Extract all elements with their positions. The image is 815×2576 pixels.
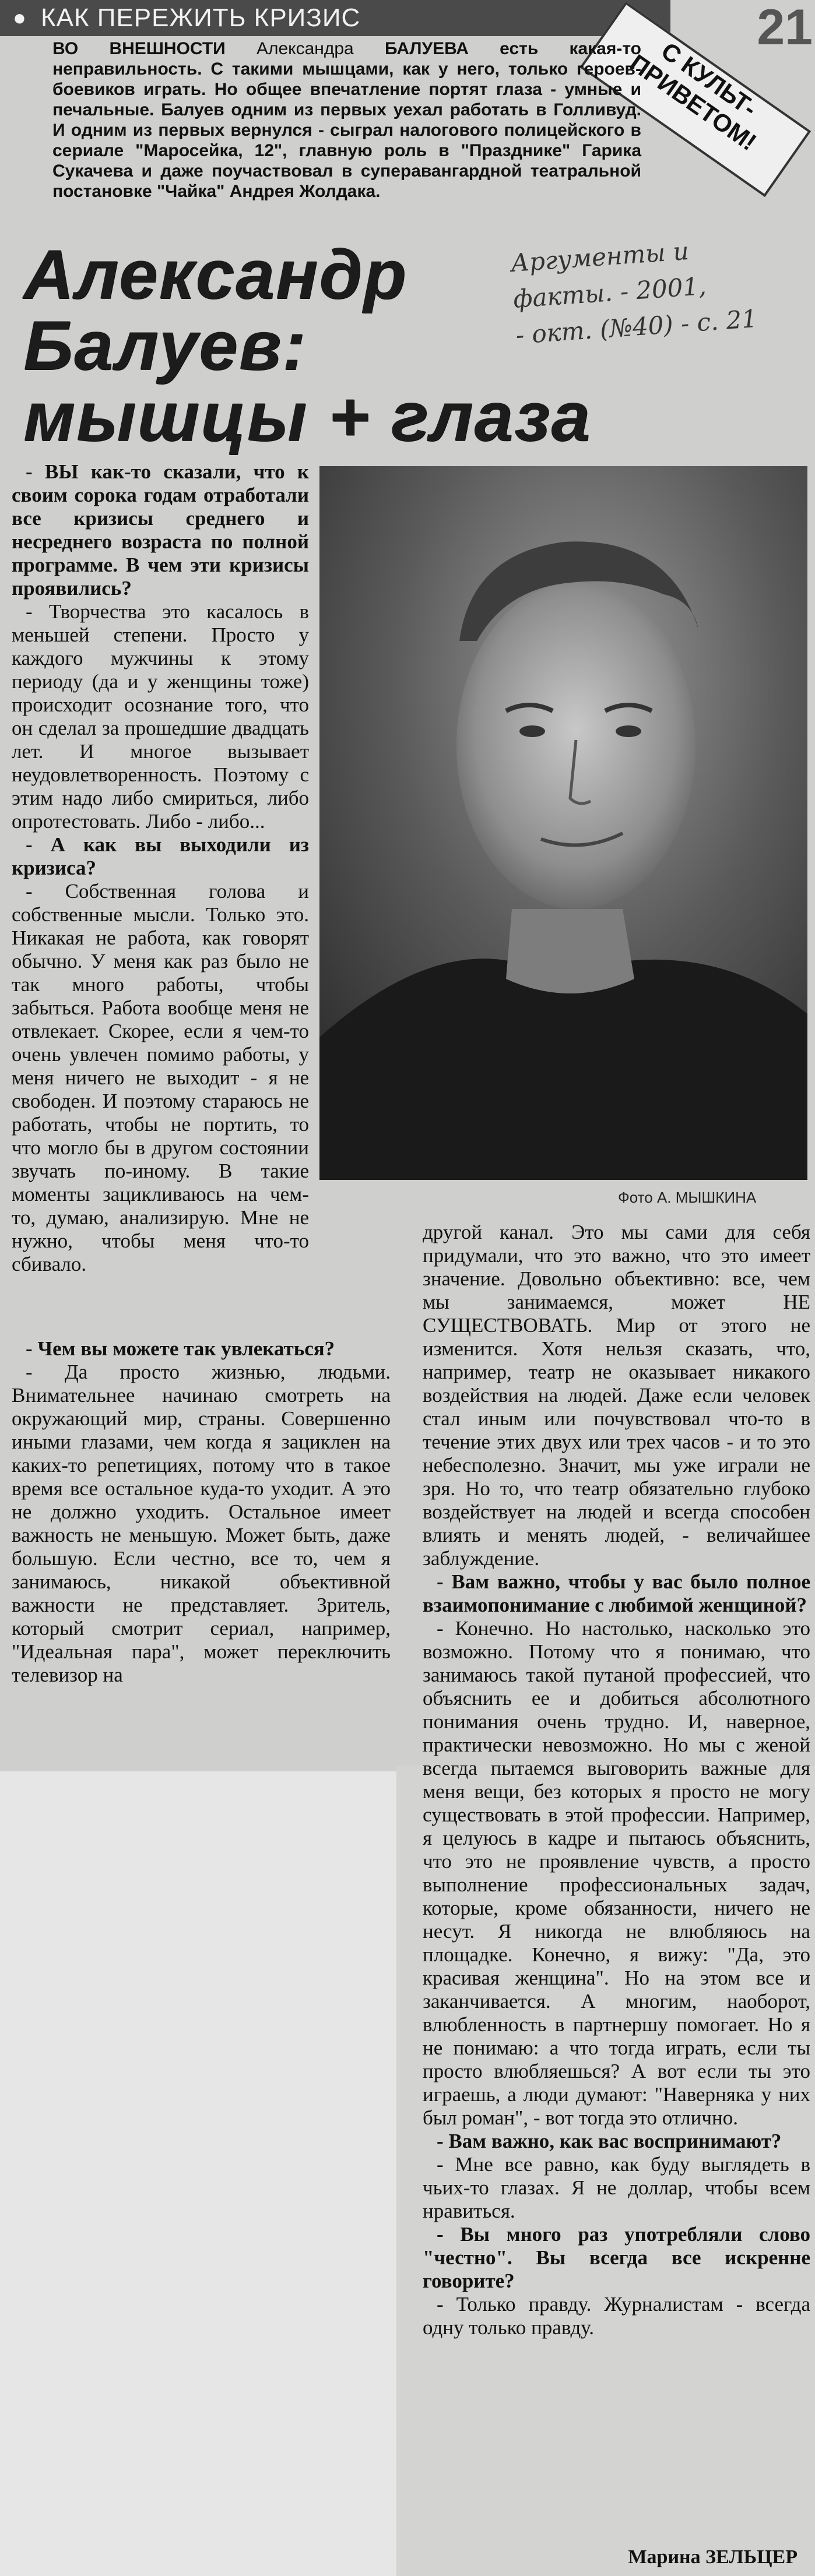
answer: - Творчества это касалось в меньшей степени. Просто у каждого мужчины к этому периоду (да и у женщины тоже) происходит осознание того, что он сделал за прошедшие двадцать лет. И многое вызывает неудовлетворенность. Поэтому с этим надо либо смириться, либо опротестовать. Либо - либо... bbox=[12, 600, 309, 833]
blank-area bbox=[0, 1771, 396, 2576]
author-byline: Марина ЗЕЛЬЦЕР bbox=[628, 2546, 798, 2568]
bullet-icon: ● bbox=[13, 5, 27, 30]
column-1 bbox=[12, 460, 309, 1276]
lead-bold-start: ВО ВНЕШНОСТИ bbox=[52, 39, 226, 58]
lead-paragraph bbox=[52, 38, 641, 202]
handnote-line2: факты. - 2001, bbox=[512, 271, 707, 313]
question: - Чем вы можете так увлекаться? bbox=[26, 1337, 335, 1360]
portrait-photo bbox=[319, 466, 807, 1180]
answer: - Мне все равно, как буду выглядеть в чьих-то глазах. Я не доллар, чтобы всем нравиться. bbox=[423, 2153, 810, 2222]
continuation: другой канал. Это мы сами для себя придумали, что это важно, что это имеет значение. Довольно объективно: все, чем мы занимаемся, может НЕ СУЩЕСТВОВАТЬ. Мир от этого не изменится. Хотя нельзя сказать, что, например, театр не оказывает никакого воздействия на людей. Даже если человек стал иным или почувствовал что-то в течение этих двух или трех часов - и то это небесполезно. Значит, мы уже играли не зря. Но то, что театр обязательно глубоко воздействует на людей и всегда способен влиять и менять людей, - величайшее заблуждение. bbox=[423, 1221, 810, 1570]
question: - Вам важно, как вас воспринимают? bbox=[437, 2130, 782, 2152]
portrait-illustration bbox=[319, 466, 807, 1180]
lead-normal: Александра bbox=[256, 39, 354, 58]
question: - А как вы выходили из кризиса? bbox=[12, 833, 309, 879]
handnote-line3: - окт. (№40) - с. 21 bbox=[515, 304, 758, 350]
section-title: КАК ПЕРЕЖИТЬ КРИЗИС bbox=[40, 3, 361, 32]
answer: - Конечно. Но настолько, насколько это возможно. Потому что я понимаю, что занимаюсь такой путаной профессией, что объяснить ее и добиться абсолютного понимания очень трудно. И, наверное, практически невозможно. Но мы с женой всегда пытаемся выговорить важные для меня вещи, без которых я просто не могу существовать в этой профессии. Например, я целуюсь в кадре и пытаюсь объяснить, что это не проявление чувств, а просто выполнение профессиональных задач, которые, кроме обязанности, ничего не несут. Я никогда не влюбляюсь на площадке. Конечно, я вижу: "Да, это красивая женщина". Но на этом все и заканчивается. А многим, наоборот, влюбленность в партнершу помогает. Но я не понимаю: а что тогда играть, если ты просто влюбляешься? А вот если ты это играешь, а люди думают: "Наверняка у них был роман", - вот тогда это отлично. bbox=[423, 1617, 810, 2129]
column-3 bbox=[423, 1221, 810, 2339]
answer: - Да просто жизнью, людьми. Внимательнее начинаю смотреть на окружающий мир, страны. Совершенно иными глазами, чем когда я зациклен на каких-то репетициях, потому что в такое время все остальное куда-то уходит. А это не должно уходить. Остальное имеет важность не меньшую. Может быть, даже большую. Если честно, все то, чем я занимаюсь, никакой объективной важности не представляет. Зритель, который смотрит сериал, например, "Идеальная пара", может переключить телевизор на bbox=[12, 1361, 391, 1686]
answer: - Только правду. Журналистам - всегда одну только правду. bbox=[423, 2293, 810, 2339]
handwritten-note bbox=[510, 227, 785, 354]
lead-bold-rest: БАЛУЕВА есть какая-то неправильность. С такими мышцами, как у него, только героев-боевиков играть. Но общее впечатление портят глаза - умные и печальные. Балуев одним из первых уехал работать в Голливуд. И одним из первых вернулся - сыграл налогового полицейского в сериале "Маросейка, 12", главную роль в "Празднике" Гарика Сукачева и даже поучаствовал в суперавангардной театральной постановке "Чайка" Андрея Жолдака. bbox=[52, 39, 641, 201]
question: - Вам важно, чтобы у вас было полное взаимопонимание с любимой женщиной? bbox=[423, 1570, 810, 1616]
answer: - Собственная голова и собственные мысли. Только это. Никакая не работа, как говорят обычно. У меня как раз было не так много работы, чтобы забыться. Работа вообще меня не отвлекает. Скорее, если я чем-то очень увлечен помимо работы, у меня ничего не выходит - я не свободен. И поэтому стараюсь не работать, чтобы не портить, то что могло бы в другом состоянии звучать по-иному. В такие моменты зацикливаюсь на чем-то, думаю, анализирую. Мне не нужно, чтобы меня что-то сбивало. bbox=[12, 880, 309, 1275]
page-number: 21 bbox=[757, 0, 813, 55]
photo-credit: Фото А. МЫШКИНА bbox=[618, 1189, 757, 1206]
question: - Вы много раз употребляли слово "честно". Вы всегда все искренне говорите? bbox=[423, 2223, 810, 2292]
handnote-line1: Аргументы и bbox=[510, 236, 690, 278]
headline-line2: Балуев: bbox=[23, 306, 307, 385]
column-2 bbox=[12, 1337, 391, 1687]
headline-line1: Александр bbox=[23, 235, 408, 313]
banner-label: С КУЛЬТ-ПРИВЕТОМ! bbox=[579, 2, 811, 198]
question: - ВЫ как-то сказали, что к своим сорока годам отработали все кризисы среднего и несреднего возраста по полной программе. В чем эти кризисы проявились? bbox=[12, 460, 309, 600]
headline-line3: мышцы + глаза bbox=[23, 378, 592, 456]
